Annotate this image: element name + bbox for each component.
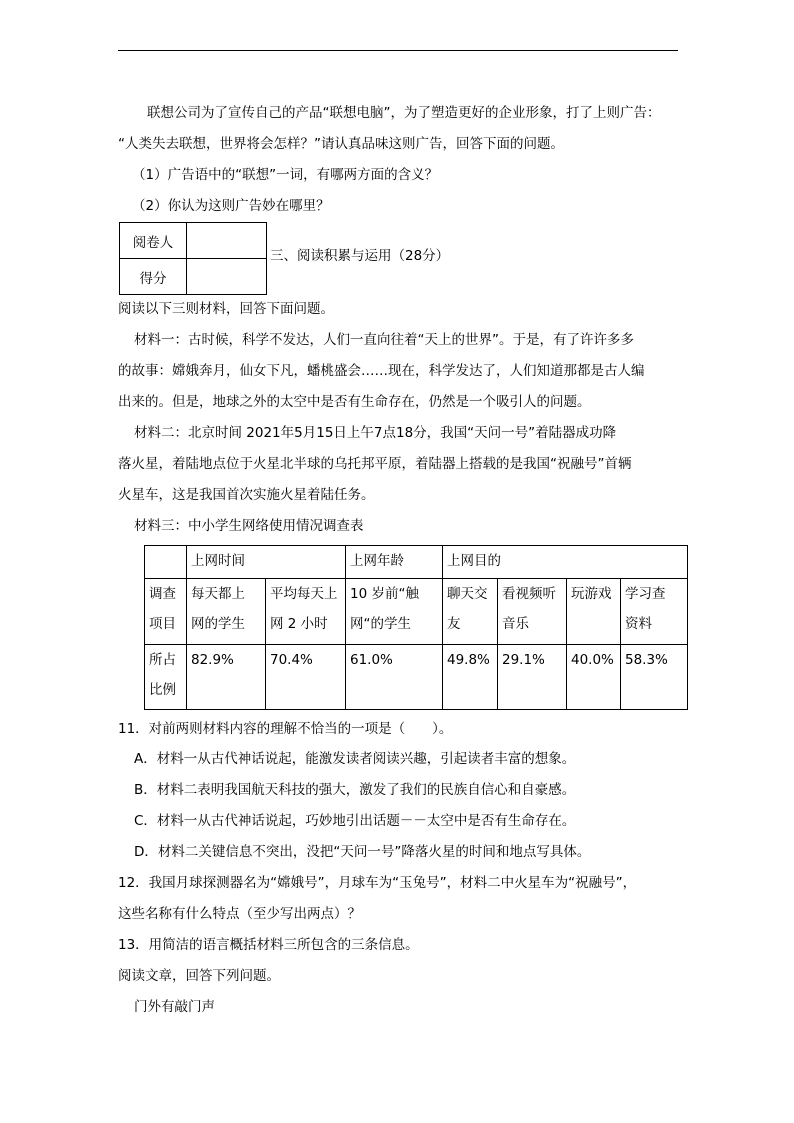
reviewer-cell bbox=[187, 223, 267, 259]
row-label: 所占 比例 bbox=[145, 645, 187, 710]
question: （1）广告语中的“联想”一词，有哪两方面的含义？ bbox=[132, 167, 439, 183]
question: （2）你认为这则广告妙在哪里？ bbox=[132, 198, 330, 214]
score-label: 得分 bbox=[120, 259, 187, 295]
item-cell: 聊天交 友 bbox=[443, 579, 498, 645]
group-header: 上网年龄 bbox=[346, 546, 443, 579]
ratio-cell: 82.9% bbox=[187, 645, 266, 710]
paragraph: “人类失去联想，世界将会怎样？”请认真品味这则广告，回答下面的问题。 bbox=[118, 136, 564, 152]
reading-instruction: 阅读文章，回答下列问题。 bbox=[118, 968, 280, 984]
ratio-cell: 58.3% bbox=[621, 645, 688, 710]
item-cell: 平均每天上 网 2 小时 bbox=[266, 579, 346, 645]
ratio-cell: 70.4% bbox=[266, 645, 346, 710]
intro: 阅读以下三则材料，回答下面问题。 bbox=[118, 301, 334, 317]
ratio-cell: 29.1% bbox=[498, 645, 567, 710]
survey-table bbox=[144, 545, 688, 710]
question-11: 11．对前两则材料内容的理解不恰当的一项是（ ）。 bbox=[118, 721, 453, 737]
row-label: 调查 项目 bbox=[145, 579, 187, 645]
item-cell: 学习查 资料 bbox=[621, 579, 688, 645]
option-c: C．材料一从古代神话说起，巧妙地引出话题－－太空中是否有生命存在。 bbox=[134, 813, 576, 829]
group-header: 上网目的 bbox=[443, 546, 688, 579]
ratio-cell: 61.0% bbox=[346, 645, 443, 710]
question-13: 13．用简洁的语言概括材料三所包含的三条信息。 bbox=[118, 937, 419, 953]
item-cell: 10 岁前“触 网“的学生 bbox=[346, 579, 443, 645]
material2-line: 落火星，着陆地点位于火星北半球的乌托邦平原，着陆器上搭载的是我国“祝融号”首辆 bbox=[118, 456, 632, 472]
item-cell: 每天都上 网的学生 bbox=[187, 579, 266, 645]
ratio-cell: 40.0% bbox=[567, 645, 621, 710]
ratio-cell: 49.8% bbox=[443, 645, 498, 710]
material1-line: 的故事：嫦娥奔月，仙女下凡，蟠桃盛会……现在，科学发达了，人们知道那都是古人编 bbox=[118, 363, 645, 379]
option-a: A．材料一从古代神话说起，能激发读者阅读兴趣，引起读者丰富的想象。 bbox=[134, 751, 576, 767]
header-rule bbox=[118, 50, 678, 51]
question-12-cont: 这些名称有什么特点（至少写出两点）？ bbox=[118, 906, 361, 922]
material1-line: 出来的。但是，地球之外的太空中是否有生命存在，仍然是一个吸引人的问题。 bbox=[118, 394, 591, 410]
material2-line: 材料二：北京时间 2021年5月15日上午7点18分，我国“天问一号”着陆器成功降 bbox=[134, 425, 617, 441]
empty-header-cell bbox=[145, 546, 187, 579]
article-title: 门外有敲门声 bbox=[134, 999, 215, 1015]
option-d: D．材料二关键信息不突出，没把“天问一号”降落火星的时间和地点写具体。 bbox=[134, 844, 591, 860]
material1-line: 材料一：古时候，科学不发达，人们一直向往着“天上的世界”。于是，有了许许多多 bbox=[134, 332, 634, 348]
material2-line: 火星车，这是我国首次实施火星着陆任务。 bbox=[118, 487, 375, 503]
score-box bbox=[119, 222, 267, 295]
item-cell: 看视频听 音乐 bbox=[498, 579, 567, 645]
group-header: 上网时间 bbox=[187, 546, 346, 579]
option-b: B．材料二表明我国航天科技的强大，激发了我们的民族自信心和自豪感。 bbox=[134, 782, 576, 798]
score-cell bbox=[187, 259, 267, 295]
section-title: 三、阅读积累与运用（28分） bbox=[270, 248, 450, 264]
reviewer-label: 阅卷人 bbox=[120, 223, 187, 259]
item-cell: 玩游戏 bbox=[567, 579, 621, 645]
paragraph: 联想公司为了宣传自己的产品“联想电脑”，为了塑造更好的企业形象，打了上则广告： bbox=[147, 105, 661, 121]
question-12: 12．我国月球探测器名为“嫦娥号”，月球车为“玉兔号”，材料二中火星车为“祝融号”， bbox=[118, 875, 637, 891]
material3-title: 材料三：中小学生网络使用情况调查表 bbox=[134, 518, 364, 534]
